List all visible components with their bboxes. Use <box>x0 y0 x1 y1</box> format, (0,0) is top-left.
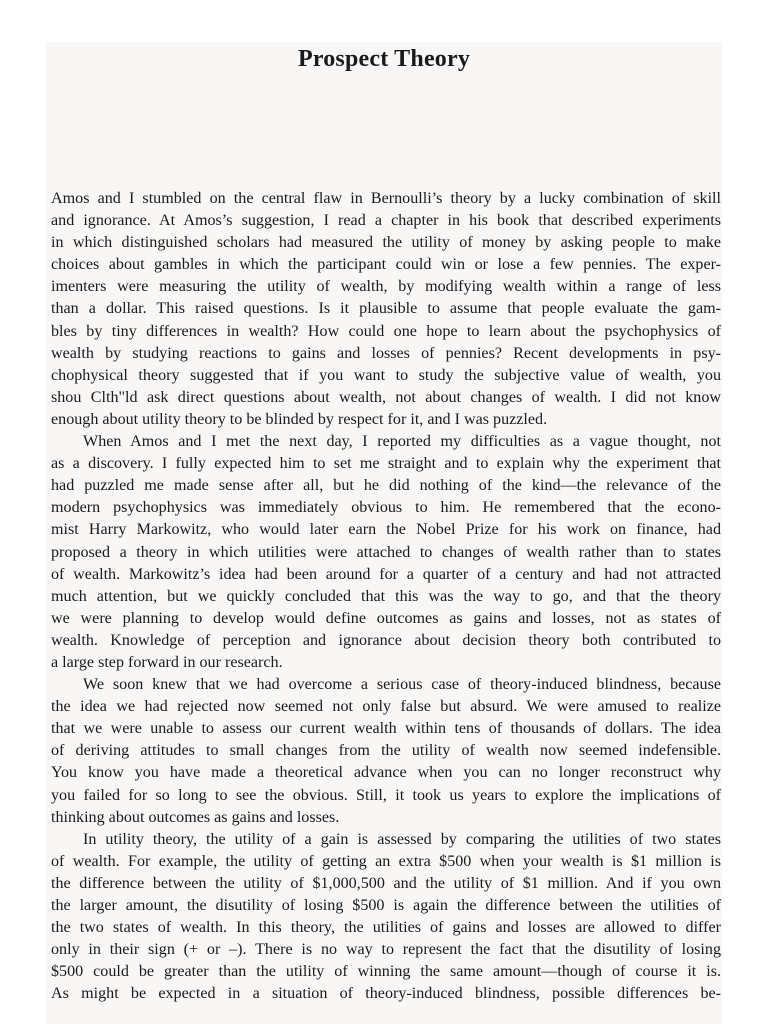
paragraph <box>51 674 721 829</box>
text-line: wealth. Knowledge of perception and ignorance about decision theory both contributed to <box>51 631 721 649</box>
text-line: that we were unable to assess our current wealth within tens of thousands of dollars. The idea <box>51 720 721 738</box>
text-line: thinking about outcomes as gains and losses. <box>51 808 340 826</box>
text-line: we were planning to develop would define outcomes as gains and losses, not as states of <box>51 609 721 627</box>
text-line: In utility theory, the utility of a gain is assessed by comparing the utilities of two states <box>83 830 721 848</box>
text-line: of deriving attitudes to small changes from the utility of wealth now seemed indefensible. <box>51 742 721 760</box>
paragraph <box>51 431 721 674</box>
text-line: had puzzled me made sense after all, but he did nothing of the kind—the relevance of the <box>51 477 721 495</box>
text-line: as a discovery. I fully expected him to set me straight and to explain why the experiment that <box>51 455 721 473</box>
text-line: We soon knew that we had overcome a serious case of theory-induced blindness, because <box>83 676 721 694</box>
text-block <box>46 42 722 1024</box>
chapter-title: Prospect Theory <box>297 46 471 72</box>
text-line: of wealth. For example, the utility of getting an extra $500 when your wealth is $1 million is <box>51 852 721 870</box>
text-line: mist Harry Markowitz, who would later earn the Nobel Prize for his work on finance, had <box>51 521 721 539</box>
text-line: the difference between the utility of $1,000,500 and the utility of $1 million. And if you own <box>51 874 721 892</box>
text-line: bles by tiny differences in wealth? How could one hope to learn about the psychophysics of <box>51 322 721 340</box>
text-line: choices about gambles in which the participant could win or lose a few pennies. The exper- <box>51 256 721 274</box>
text-line: chophysical theory suggested that if you want to study the subjective value of wealth, you <box>51 366 721 384</box>
text-line: only in their sign (+ or –). There is no way to represent the fact that the disutility of losing <box>51 941 721 959</box>
text-line: When Amos and I met the next day, I reported my difficulties as a vague thought, not <box>83 433 721 451</box>
text-line: the larger amount, the disutility of losing $500 is again the difference between the utilities of <box>51 897 721 914</box>
text-line: much attention, but we quickly concluded that this was the way to go, and that the theory <box>51 587 721 605</box>
text-line: the idea we had rejected now seemed not only false but absurd. We were amused to realize <box>51 698 721 716</box>
text-line: in which distinguished scholars had measured the utility of money by asking people to make <box>51 234 721 252</box>
text-line: the two states of wealth. In this theory, the utilities of gains and losses are allowed to differ <box>51 919 721 937</box>
text-line: you failed for so long to see the obvious. Still, it took us years to explore the implications of <box>51 786 721 804</box>
text-line: and ignorance. At Amos’s suggestion, I read a chapter in his book that described experiments <box>51 212 721 230</box>
text-line: a large step forward in our research. <box>51 653 283 671</box>
text-line: modern psychophysics was immediately obvious to him. He remembered that the econo- <box>51 499 721 517</box>
body-text <box>51 188 721 1005</box>
text-line: As might be expected in a situation of theory-induced blindness, possible differences be- <box>51 985 721 1003</box>
text-line: of wealth. Markowitz’s idea had been around for a quarter of a century and had not attracted <box>51 565 721 583</box>
text-line: imenters were measuring the utility of wealth, by modifying wealth within a range of less <box>51 278 721 296</box>
text-line: than a dollar. This raised questions. Is it plausible to assume that people evaluate the gam- <box>51 300 721 318</box>
paragraph <box>51 829 721 1006</box>
text-line: You know you have made a theoretical advance when you can no longer reconstruct why <box>51 764 721 782</box>
text-line: enough about utility theory to be blinded by respect for it, and I was puzzled. <box>51 410 548 428</box>
paragraph <box>51 188 721 431</box>
text-line: wealth by studying reactions to gains and losses of pennies? Recent developments in psy- <box>51 344 721 362</box>
text-line: proposed a theory in which utilities were attached to changes of wealth rather than to states <box>51 543 721 561</box>
text-line: shou Clth"ld ask direct questions about wealth, not about changes of wealth. I did not know <box>51 388 721 406</box>
text-line: Amos and I stumbled on the central flaw in Bernoulli’s theory by a lucky combination of skill <box>51 190 721 207</box>
text-line: $500 could be greater than the utility of winning the same amount—though of course it is. <box>51 963 721 981</box>
